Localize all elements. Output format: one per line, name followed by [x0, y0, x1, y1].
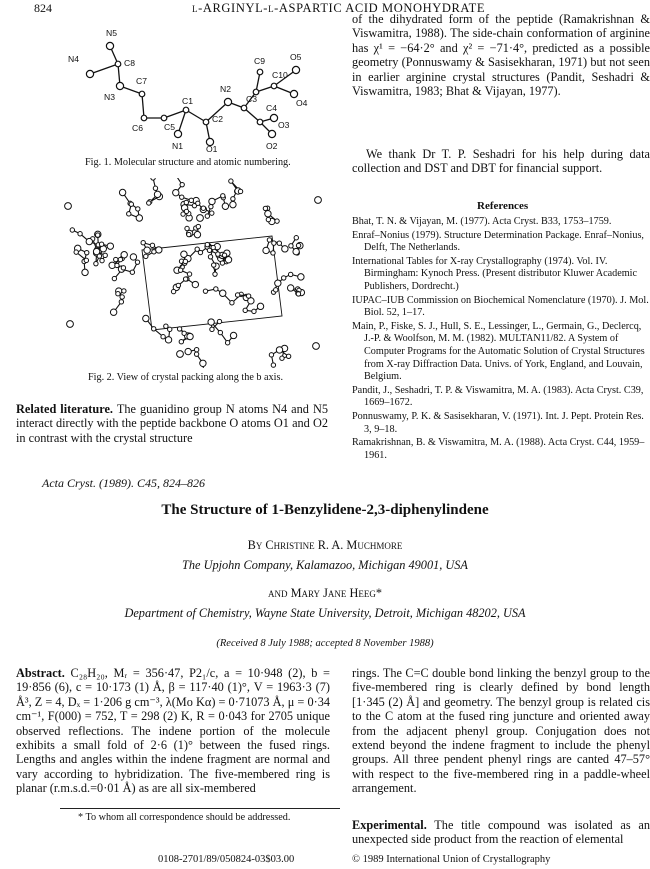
molecule-atom: [257, 303, 263, 309]
reference-item: Pandit, J., Seshadri, T. P. & Viswamitra, M. A. (1983). Acta Cryst. C39, 1669–1672.: [352, 384, 644, 409]
atom-label: N4: [68, 54, 79, 64]
molecule-atom: [221, 194, 225, 198]
molecule-atom: [208, 255, 212, 259]
molecule-atom: [152, 250, 156, 254]
molecule-atom: [275, 280, 281, 286]
molecule-atom: [282, 246, 288, 252]
molecule-atom: [243, 308, 247, 312]
atom-label: C4: [266, 103, 277, 113]
molecule-atom: [294, 236, 298, 240]
molecule-atom: [212, 263, 216, 267]
molecule-atom: [181, 251, 187, 257]
molecule-atom: [194, 231, 200, 237]
article-title: The Structure of 1-Benzylidene-2,3-diphenylindene: [161, 502, 489, 518]
molecule-atom: [271, 363, 275, 367]
footnote: * To whom all correspondence should be addressed.: [78, 812, 291, 823]
molecule-atom: [230, 201, 236, 207]
molecule-atom: [121, 252, 127, 258]
molecule-atom: [252, 309, 256, 313]
copyright: © 1989 International Union of Crystallography: [352, 854, 551, 865]
molecule-atom: [173, 189, 179, 195]
page-number: 824: [34, 1, 52, 15]
molecule-atom: [282, 276, 286, 280]
atom-label: N5: [106, 28, 117, 38]
molecule-atom: [183, 259, 187, 263]
atom-label: C5: [164, 122, 175, 132]
molecule-atom: [121, 266, 125, 270]
figure-1-molecule: [60, 18, 320, 153]
molecule-atom: [222, 203, 228, 209]
molecule-atom: [286, 354, 290, 358]
water-atom: [313, 343, 320, 350]
author-2: and Mary Jane Heeg*: [268, 586, 382, 600]
molecule-atom: [141, 240, 145, 244]
atom-label: C2: [212, 114, 223, 124]
molecule-atom: [230, 332, 236, 338]
molecule-atom: [116, 292, 120, 296]
running-title: l-ARGINYL-l-ASPARTIC ACID MONOHYDRATE: [192, 1, 486, 15]
molecule-atom: [220, 290, 226, 296]
molecule-atom: [263, 247, 269, 253]
molecule-atom: [187, 232, 191, 236]
molecule-atom: [119, 300, 123, 304]
molecule-atom: [263, 206, 267, 210]
molecule-atom: [182, 331, 186, 335]
reference-item: International Tables for X-ray Crystallography (1974). Vol. IV. Birmingham: Kynoch Press. (Present distributor Kluwer Academic Publishers, Dordrecht.): [352, 255, 638, 292]
received-dates: (Received 8 July 1988; accepted 8 November 1988): [216, 638, 434, 649]
molecule-atom: [114, 257, 118, 261]
molecule-atom: [118, 257, 122, 261]
atom-label: O2: [266, 141, 278, 151]
molecule-atom: [136, 207, 140, 211]
molecule-atom: [112, 276, 116, 280]
molecule-atom: [196, 224, 200, 228]
molecule-atom: [217, 319, 221, 323]
molecule-atom: [165, 337, 171, 343]
water-atom: [197, 215, 204, 222]
molecule-atom: [115, 263, 119, 267]
abstract-lead: Abstract.: [16, 666, 65, 680]
atom-label: N3: [104, 92, 115, 102]
molecule-atom: [235, 293, 239, 297]
molecule-atom: [210, 327, 214, 331]
molecule-atom: [298, 274, 304, 280]
molecule-atom: [265, 211, 271, 217]
molecule-atom: [274, 288, 278, 292]
molecule-atom: [177, 327, 181, 331]
molecule-atom: [176, 283, 180, 287]
molecule-atom: [161, 335, 165, 339]
molecule-atom: [144, 254, 148, 258]
reference-item: Bhat, T. N. & Vijayan, M. (1977). Acta Cryst. B33, 1753–1759.: [352, 216, 612, 227]
figure-1-caption: Fig. 1. Molecular structure and atomic numbering.: [85, 157, 291, 168]
molecule-atom: [99, 242, 103, 246]
molecule-atom: [205, 214, 209, 218]
molecule-atom: [229, 179, 233, 183]
reference-item: Enraf–Nonius (1979). Structure Determination Package. Enraf–Nonius, Delft, The Netherlands.: [352, 229, 644, 254]
right-para-1: of the dihydrated form of the peptide (Ramakrishnan & Viswamitra, 1988). The side-chain conformation of arginine has χ¹ = −64·2° and χ² = −71·4°, predicted as a possible geometry (Ponnuswamy & Sasisekharan, 1971) but not seen in earlier arginine crystal structures (Pandit, Seshadri & Viswamitra, 1983; Bhat & Vijayan, 1977).: [352, 12, 650, 99]
molecule-atom: [84, 258, 88, 262]
reference-item: IUPAC–IUB Commission on Biochemical Nomenclature (1970). J. Mol. Biol. 52, 1–17.: [352, 294, 649, 319]
molecule-atom: [120, 295, 124, 299]
molecule-atom: [194, 352, 198, 356]
article-code: 0108-2701/89/050824-03$03.00: [158, 854, 295, 865]
molecule-atom: [122, 289, 126, 293]
molecule-atom: [179, 340, 183, 344]
molecule-atom: [93, 248, 99, 254]
molecule-atom: [185, 348, 191, 354]
molecule-atom: [196, 201, 200, 205]
molecule-atom: [209, 204, 213, 208]
molecule-atom: [225, 257, 231, 263]
molecule-atom: [203, 289, 207, 293]
molecule-atom: [287, 285, 293, 291]
molecule-atom: [201, 206, 205, 210]
molecule-atom: [189, 198, 193, 202]
atom-label: N1: [172, 141, 183, 151]
molecule-atom: [246, 294, 250, 298]
atom-label: C3: [246, 94, 257, 104]
molecule-atom: [192, 281, 198, 287]
atom-label: C9: [254, 56, 265, 66]
atom-label: N2: [220, 84, 231, 94]
atom-label: C10: [272, 70, 288, 80]
molecule-atom: [231, 197, 235, 201]
molecule-atom: [136, 215, 142, 221]
molecule-atom: [119, 189, 125, 195]
related-literature: [16, 402, 328, 445]
atom-label: C8: [124, 58, 135, 68]
molecule-atom: [200, 360, 206, 366]
molecule-atom: [110, 309, 116, 315]
molecule-atom: [205, 242, 209, 246]
figure-2-packing: [60, 178, 330, 368]
molecule-atom: [293, 248, 299, 254]
molecule-atom: [185, 226, 189, 230]
molecule-atom: [213, 272, 217, 276]
journal-reference: Acta Cryst. (1989). C45, 824–826: [42, 476, 205, 490]
molecule-atom: [296, 243, 300, 247]
molecule-atom: [152, 327, 156, 331]
molecule-atom: [135, 260, 139, 264]
molecule-atom: [129, 202, 133, 206]
molecule-atom: [180, 195, 184, 199]
references-list: [352, 216, 650, 463]
atom-label: O1: [206, 144, 218, 153]
molecule-atom: [220, 261, 224, 265]
experimental: [352, 818, 650, 847]
molecule-atom: [180, 182, 184, 186]
molecule-atom: [100, 258, 104, 262]
molecule-atom: [195, 247, 199, 251]
abstract-body: C₂₈H₂₀, Mᵣ = 356·47, P2₁/c, a = 10·948 (2), b = 19·856 (6), c = 10·173 (1) Å, β = 117·40 (1)°, V = 1963·3 (7) Å³, Z = 4, Dₓ = 1·206 g cm⁻³, λ(Mo Kα) = 0·71073 Å, μ = 0·34 cm⁻¹, F(000) = 752, T = 298 (2) K, R = 0·043 for 2705 unique observed reflections. The indene portion of the molecule exhibits a small fold of 2·6 (1)° between the fused rings. Lengths and angles within the indene fragment are normal and vary according to hybridization. The five-membered ring is planar (r.m.s.d.=0·01 Å) as are all six-membered: [16, 666, 330, 796]
figure-2-caption: Fig. 2. View of crystal packing along the b axis.: [88, 372, 283, 383]
molecule-atom: [296, 292, 300, 296]
atom-label: C6: [132, 123, 143, 133]
atom-label: C7: [136, 76, 147, 86]
molecule-atom: [183, 277, 187, 281]
molecule-atom: [269, 353, 273, 357]
water-atom: [315, 197, 322, 204]
affiliation-1: The Upjohn Company, Kalamazoo, Michigan 49001, USA: [182, 558, 468, 572]
molecule-atom: [103, 253, 107, 257]
molecule-atom: [210, 211, 214, 215]
abstract: [16, 666, 330, 796]
molecule-atom: [156, 247, 162, 253]
molecule-atom: [276, 347, 282, 353]
molecule-atom: [171, 289, 175, 293]
molecule-atom: [154, 191, 160, 197]
author-1: By Christine R. A. Muchmore: [247, 538, 403, 552]
molecule-atom: [151, 178, 155, 180]
molecule-atom: [289, 244, 293, 248]
molecule-atom: [94, 261, 98, 265]
molecule-atom: [143, 315, 149, 321]
reference-item: Main, P., Fiske, S. J., Hull, S. E., Lessinger, L., Germain, G., Declercq, J.-P. & Woolfson, M. M. (1982). MULTAN11/82. A System of Computer Programs for the Automatic Solution of Crystal Structures from X-ray Diffraction Data. Univs. of York, England, and Louvain, Belgium.: [352, 320, 645, 383]
atom-label: O3: [278, 120, 290, 130]
molecule-atom: [277, 241, 281, 245]
molecule-atom: [150, 243, 154, 247]
molecule-atom: [144, 247, 150, 253]
water-atom: [65, 203, 72, 210]
molecule-atom: [130, 270, 134, 274]
molecule-atom: [238, 189, 242, 193]
molecule-atom: [225, 341, 229, 345]
atom-label: O4: [296, 98, 308, 108]
affiliation-2: Department of Chemistry, Wayne State University, Detroit, Michigan 48202, USA: [124, 606, 526, 620]
water-atom: [177, 351, 184, 358]
molecule-atom: [178, 268, 182, 272]
experimental-body: The title compound was isolated as an unexpected side product from the reaction of elemental: [352, 818, 650, 847]
reference-item: Ramakrishnan, B. & Viswamitra, M. A. (1988). Acta Cryst. C44, 1959–1961.: [352, 437, 645, 461]
molecule-atom: [230, 301, 234, 305]
molecule-atom: [153, 186, 157, 190]
molecule-atom: [82, 269, 88, 275]
molecule-atom: [272, 241, 276, 245]
molecule-atom: [275, 219, 279, 223]
molecule-atom: [85, 250, 89, 254]
molecule-atom: [209, 198, 215, 204]
molecule-atom: [130, 254, 136, 260]
acknowledgement: We thank Dr T. P. Seshadri for his help during data collection and DST and DBT for financial support.: [352, 147, 650, 176]
molecule-atom: [267, 238, 271, 242]
atom-label: C1: [182, 96, 193, 106]
molecule-atom: [187, 333, 193, 339]
reference-item: Ponnuswamy, P. K. & Sasisekharan, V. (1971). Int. J. Pept. Protein Res. 3, 9–18.: [352, 410, 644, 435]
footnote-rule: [60, 808, 340, 809]
molecule-atom: [78, 232, 82, 236]
references-heading: References: [477, 200, 529, 212]
molecule-atom: [184, 200, 188, 204]
molecule-atom: [96, 233, 100, 237]
molecule-atom: [127, 212, 131, 216]
molecule-atom: [216, 252, 220, 256]
related-lead: Related literature.: [16, 402, 114, 416]
molecule-atom: [86, 238, 92, 244]
molecule-bond: [175, 178, 196, 201]
molecule-atom: [207, 248, 211, 252]
molecule-atom: [222, 253, 226, 257]
abstract-continued: rings. The C=C double bond linking the benzyl group to the five-membered ring is clearly defined by bond length [1·345 (2) Å] and geometry. The benzyl group is related cis to the C atom at the fused ring juncture and oriented away from the adjacent phenyl group. Conjugation does not extend beyond the indene fragment to include the phenyl groups. All three pendent phenyl rings are canted 47–57° with respect to the five-membered ring in a paddle-wheel arrangement.: [352, 666, 650, 796]
molecule-atom: [271, 251, 275, 255]
molecule-atom: [218, 330, 222, 334]
experimental-lead: Experimental.: [352, 818, 427, 832]
molecule-atom: [288, 272, 292, 276]
related-body: The guanidino group N atoms N4 and N5 interact directly with the peptide backbone O atoms O1 and O2 in contrast with the crystal structure: [16, 402, 328, 445]
atom-label: O5: [290, 52, 302, 62]
molecule-atom: [280, 356, 284, 360]
molecule-atom: [194, 348, 198, 352]
molecule-atom: [107, 243, 113, 249]
molecule-atom: [70, 228, 74, 232]
molecule-atom: [184, 209, 188, 213]
molecule-atom: [74, 250, 78, 254]
molecule-atom: [208, 319, 214, 325]
molecule-atom: [214, 287, 218, 291]
molecule-atom: [147, 201, 151, 205]
molecule-atom: [168, 327, 172, 331]
molecule-atom: [266, 217, 270, 221]
water-atom: [67, 321, 74, 328]
molecule-atom: [187, 272, 191, 276]
molecule-atom: [164, 324, 168, 328]
